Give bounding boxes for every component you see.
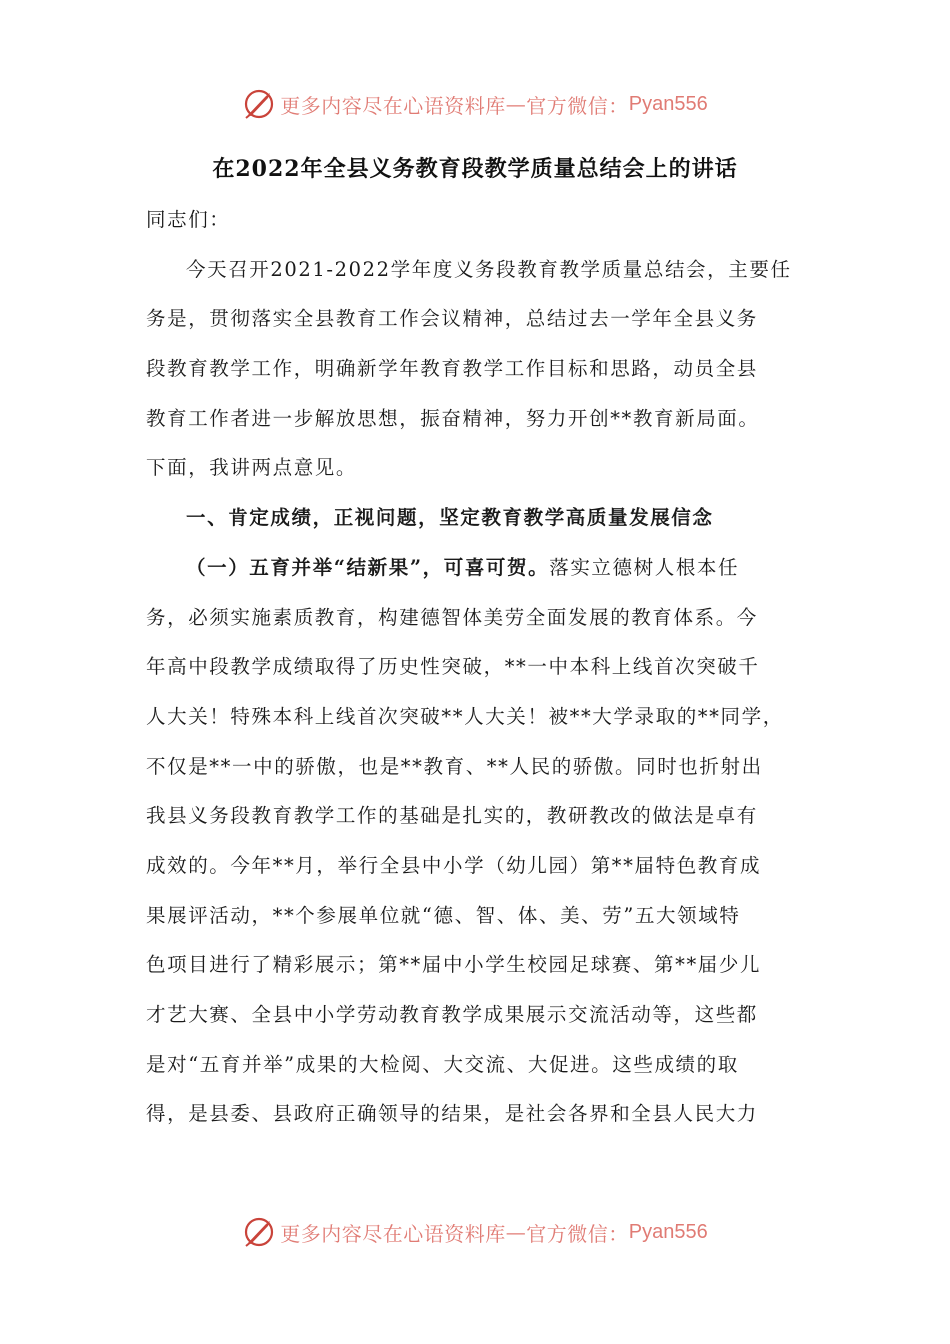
watermark-text: 更多内容尽在心语资料库 [280, 93, 506, 118]
paragraph-line: 才艺大赛、全县中小学劳动教育教学成果展示交流活动等，这些都 [146, 1003, 758, 1026]
salutation: 同志们： [146, 208, 231, 231]
paragraph-line: 果展评活动，**个参展单位就“德、智、体、美、劳”五大领域特 [146, 903, 741, 927]
subsection-first-line [146, 543, 810, 593]
section-heading: 一、肯定成绩，正视问题，坚定教育教学高质量发展信念 [186, 506, 714, 530]
watermark-separator: — [505, 1220, 527, 1244]
subsection-heading: （一）五育并举“结新果”，可喜可贺。 [186, 555, 550, 579]
paragraph-line: 得，是县委、县政府正确领导的结果，是社会各界和全县人民大力 [146, 1102, 758, 1126]
paragraph-line: 今天召开2021-2022学年度义务段教育教学质量总结会，主要任 [186, 257, 792, 281]
paragraph-line: 成效的。今年**月，举行全县中小学（幼儿园）第**届特色教育成 [146, 853, 762, 877]
watermark-brand: Pyan556 [628, 92, 708, 115]
footer-watermark [0, 1212, 950, 1252]
paragraph-line: 不仅是**一中的骄傲，也是**教育、**人民的骄傲。同时也折射出 [146, 754, 763, 778]
paragraph-line: 人大关！特殊本科上线首次突破**人大关！被**大学录取的**同学， [146, 704, 784, 728]
paragraph-line: 段教育教学工作，明确新学年教育教学工作目标和思路，动员全县 [146, 357, 758, 381]
paragraph-line: 我县义务段教育教学工作的基础是扎实的，教研教改的做法是卓有 [146, 804, 758, 828]
paragraph-line: 务，必须实施素质教育，构建德智体美劳全面发展的教育体系。今 [146, 605, 758, 629]
watermark-text: 更多内容尽在心语资料库 [280, 1221, 506, 1246]
paragraph-line: 教育工作者进一步解放思想，振奋精神，努力开创**教育新局面。 [146, 406, 760, 430]
paragraph-line: 年高中段教学成绩取得了历史性突破，**一中本科上线首次突破千 [146, 655, 760, 679]
document-body [146, 195, 810, 1139]
paragraph-line: 色项目进行了精彩展示；第**届中小学生校园足球赛、第**届少儿 [146, 953, 762, 977]
header-watermark [0, 84, 950, 124]
watermark-label: 官方微信： [526, 1221, 629, 1246]
quill-pen-logo-icon [242, 1215, 276, 1249]
document-title: 在2022年全县义务教育段教学质量总结会上的讲话 [212, 156, 738, 182]
watermark-separator: — [505, 92, 527, 116]
paragraph-line-rest: 落实立德树人根本任 [549, 555, 740, 579]
paragraph-line: 是对“五育并举”成果的大检阅、大交流、大促进。这些成绩的取 [146, 1052, 739, 1076]
watermark-brand: Pyan556 [628, 1220, 708, 1243]
paragraph-line: 务是，贯彻落实全县教育工作会议精神，总结过去一学年全县义务 [146, 307, 758, 331]
paragraph-line: 下面，我讲两点意见。 [146, 456, 358, 480]
quill-pen-logo-icon [242, 87, 276, 121]
watermark-label: 官方微信： [526, 93, 629, 118]
